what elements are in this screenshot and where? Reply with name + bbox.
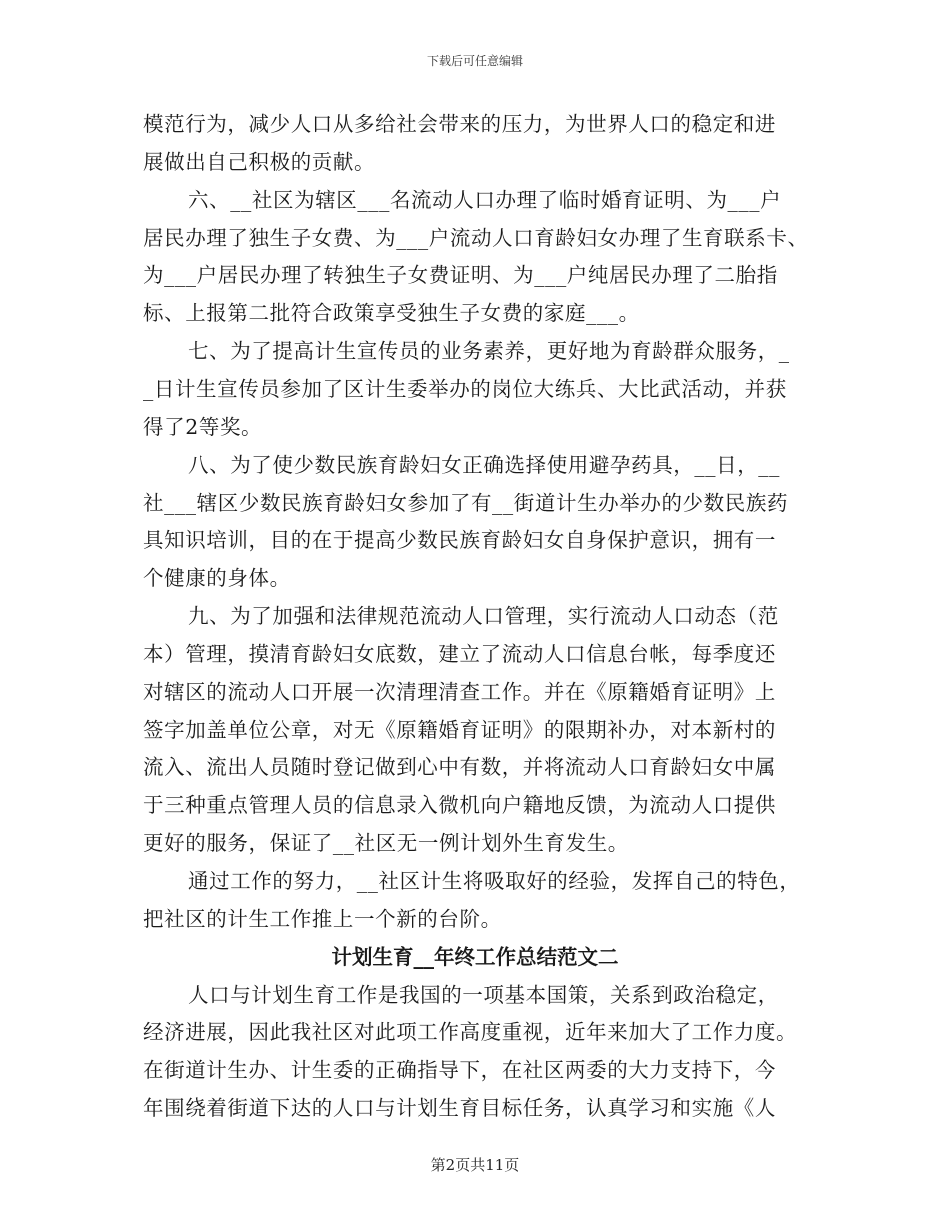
- page-header-note: 下载后可任意编辑: [426, 54, 523, 68]
- text-line: 在街道计生办、计生委的正确指导下，在社区两委的大力支持下，今: [143, 1058, 776, 1082]
- text-line: 年围绕着街道下达的人口与计划生育目标任务，认真学习和实施《人: [143, 1096, 776, 1120]
- text-line: 更好的服务，保证了__社区无一例计划外生育发生。: [143, 831, 629, 855]
- text-line: 本）管理，摸清育龄妇女底数，建立了流动人口信息台帐，每季度还: [143, 642, 776, 666]
- text-line: 流入、流出人员随时登记做到心中有数，并将流动人口育龄妇女中属: [143, 755, 776, 779]
- text-line: 社___辖区少数民族育龄妇女参加了有__街道计生办举办的少数民族药: [143, 491, 789, 515]
- text-line: 展做出自己积极的贡献。: [143, 150, 376, 174]
- text-line: 居民办理了独生子女费、为___户流动人口育龄妇女办理了生育联系卡、: [143, 226, 809, 250]
- text-line: 七、为了提高计生宣传员的业务素养，更好地为育龄群众服务，_: [188, 339, 790, 363]
- text-line: 得了2等奖。: [143, 415, 263, 439]
- text-line: 人口与计划生育工作是我国的一项基本国策，关系到政治稳定，: [188, 983, 779, 1007]
- section-title: 计划生育__年终工作总结范文二: [331, 945, 619, 969]
- text-line: 把社区的计生工作推上一个新的台阶。: [143, 907, 502, 931]
- text-line: 具知识培训，目的在于提高少数民族育龄妇女自身保护意识，拥有一: [143, 528, 776, 552]
- text-line: 通过工作的努力，__社区计生将吸取好的经验，发挥自己的特色，: [188, 869, 801, 893]
- text-line: 模范行为，减少人口从多给社会带来的压力，为世界人口的稳定和进: [143, 112, 776, 136]
- text-line: 八、为了使少数民族育龄妇女正确选择使用避孕药具，__日，__: [188, 453, 780, 477]
- text-line: 经济进展，因此我社区对此项工作高度重视，近年来加大了工作力度。: [143, 1020, 798, 1044]
- page-number-footer: 第2页共11页: [430, 1156, 520, 1174]
- text-line: 签字加盖单位公章，对无《原籍婚育证明》的限期补办，对本新村的: [143, 718, 776, 742]
- text-line: 九、为了加强和法律规范流动人口管理，实行流动人口动态（范: [188, 604, 779, 628]
- text-line: _日计生宣传员参加了区计生委举办的岗位大练兵、大比武活动，并获: [143, 377, 787, 401]
- text-line: 于三种重点管理人员的信息录入微机向户籍地反馈，为流动人口提供: [143, 793, 776, 817]
- text-line: 六、__社区为辖区___名流动人口办理了临时婚育证明、为___户: [188, 188, 782, 212]
- text-line: 标、上报第二批符合政策享受独生子女费的家庭___。: [143, 301, 640, 325]
- text-line: 个健康的身体。: [143, 566, 291, 590]
- text-line: 为___户居民办理了转独生子女费证明、为___户纯居民办理了二胎指: [143, 263, 778, 287]
- text-line: 对辖区的流动人口开展一次清理清查工作。并在《原籍婚育证明》上: [143, 680, 776, 704]
